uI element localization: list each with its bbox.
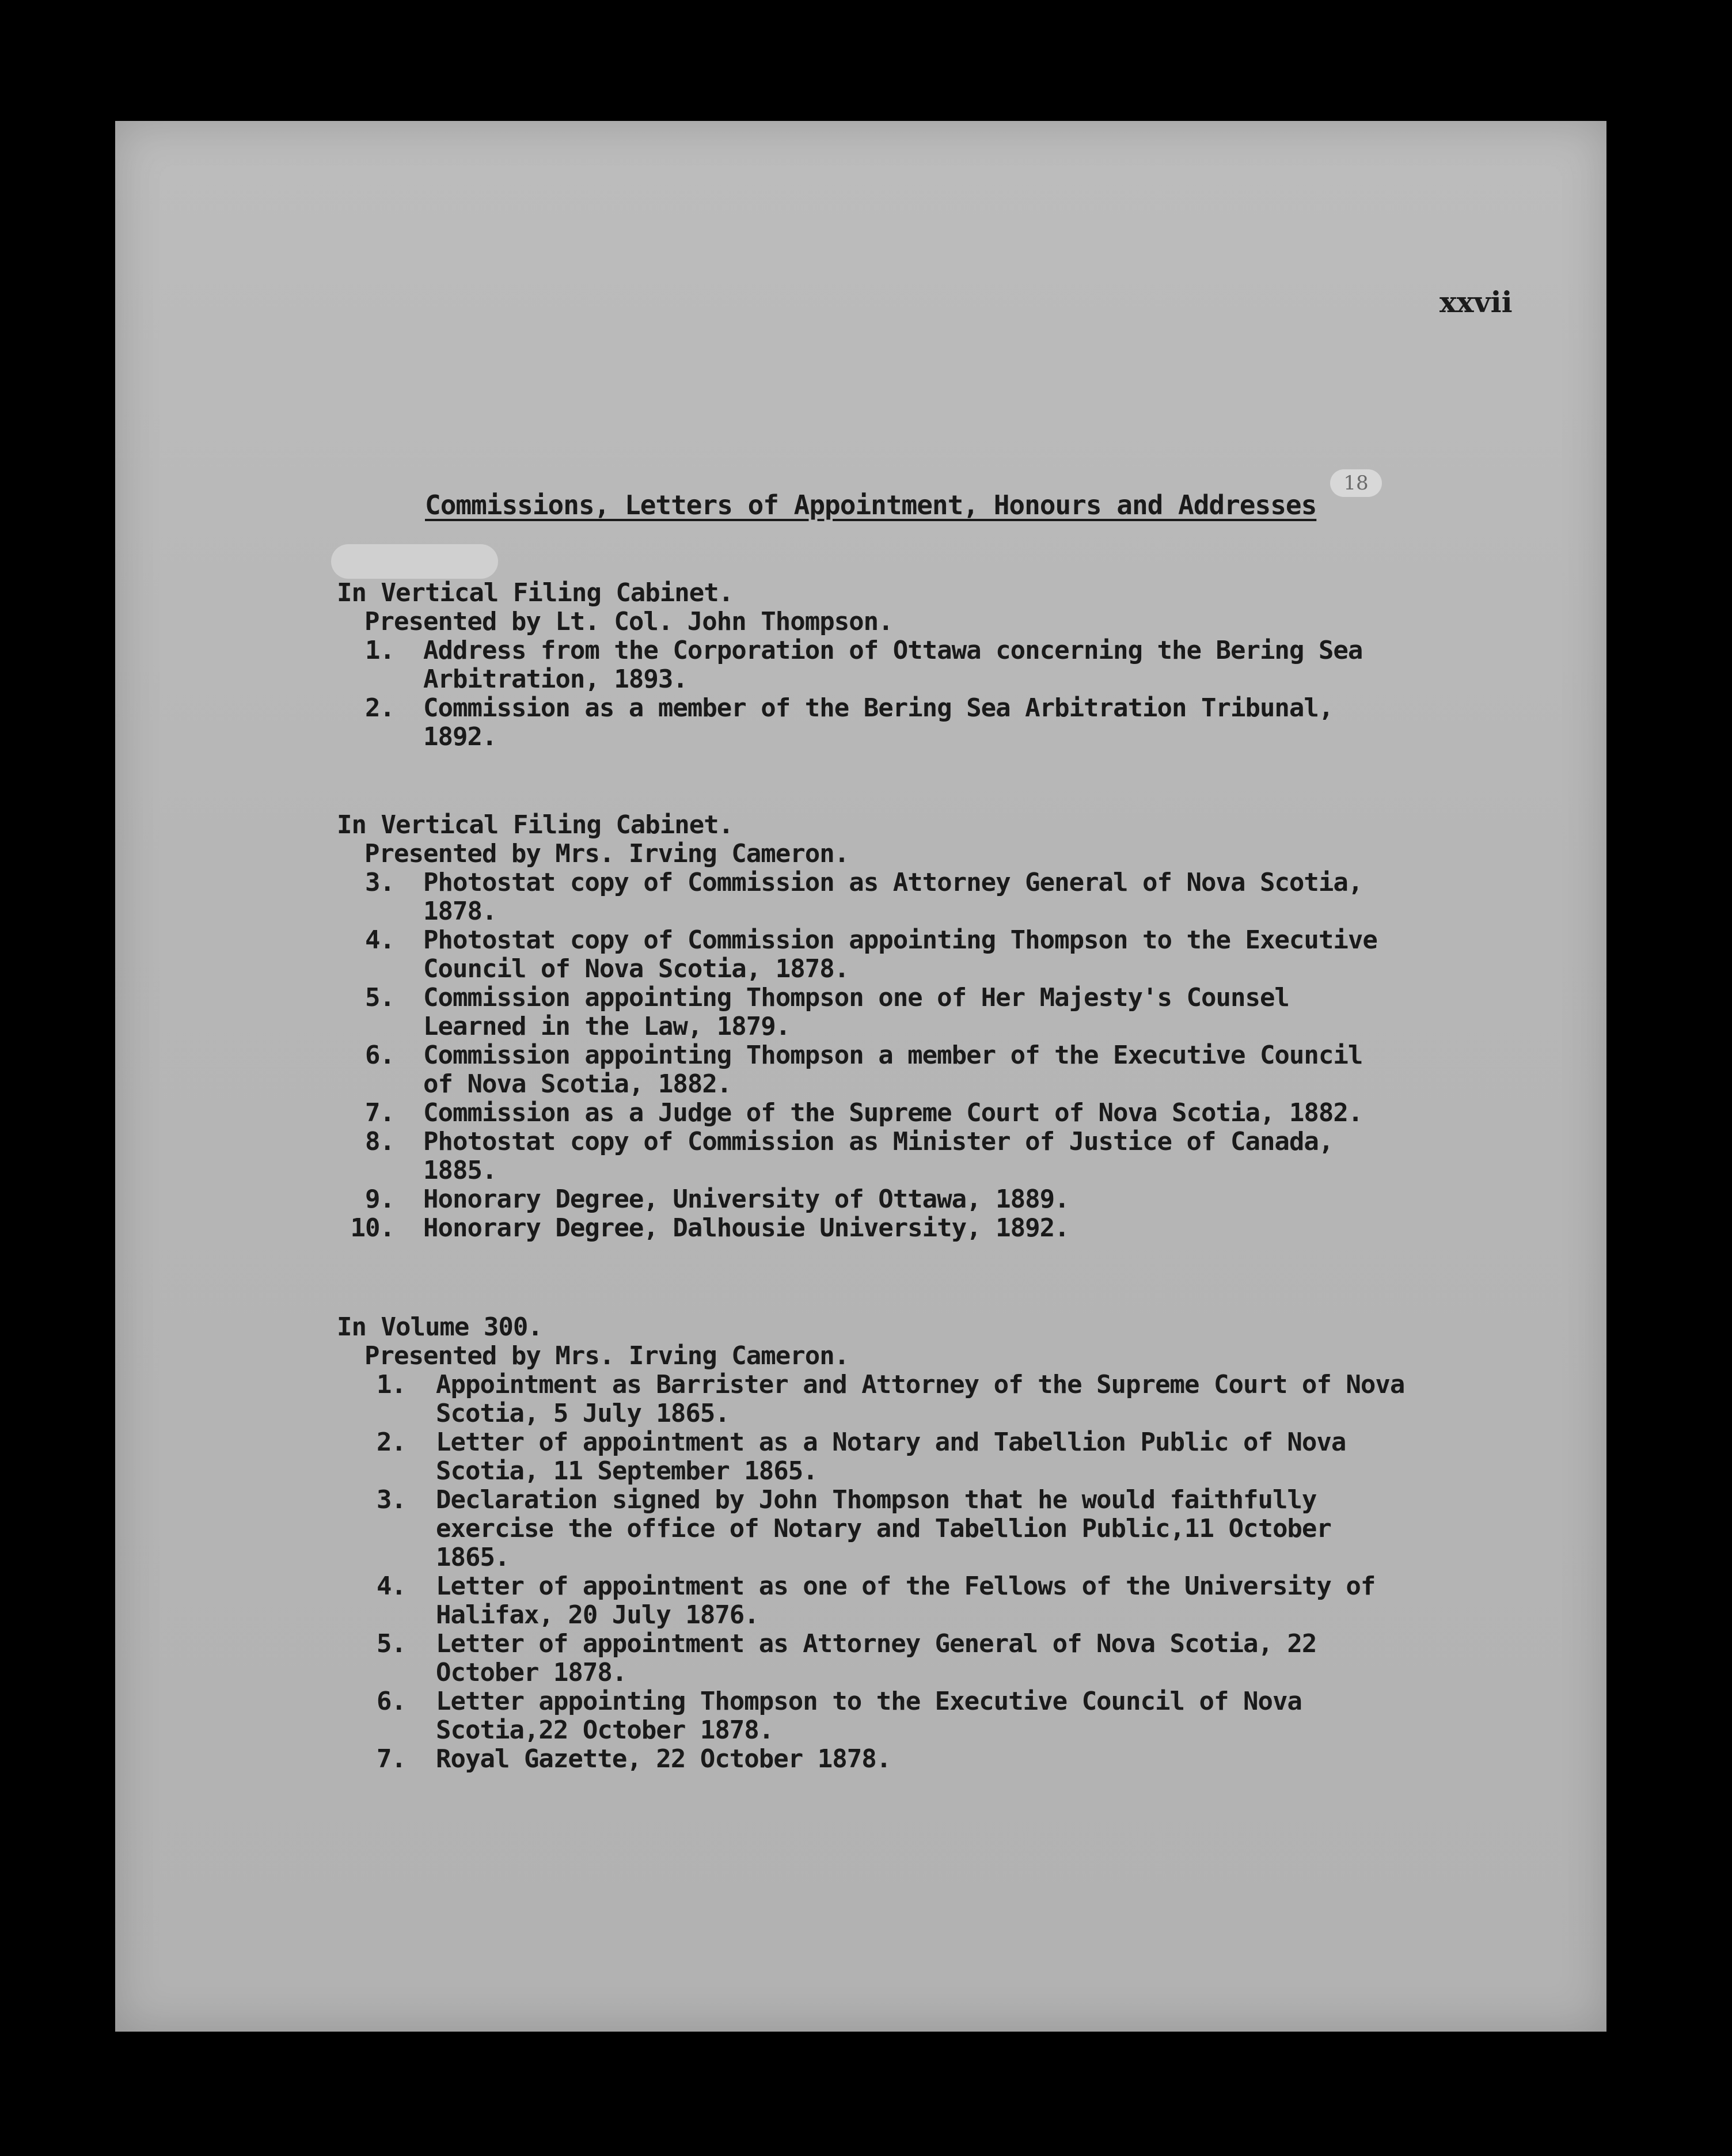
item-text: Commission as a Judge of the Supreme Court of Nova Scotia, 1882. <box>423 1098 1363 1128</box>
item-text: Declaration signed by John Thompson that he would faithfully exercise the office of Notary and Tabellion Public,11 October 1865. <box>436 1485 1331 1572</box>
item-number: 7. <box>377 1744 406 1774</box>
archive-stamp: 18 <box>1330 469 1382 497</box>
item-number: 1. <box>365 636 394 665</box>
item-text: Commission appointing Thompson a member of the Executive Council of Nova Scotia, 1882. <box>423 1041 1363 1099</box>
location-heading: In Volume 300. <box>337 1312 542 1342</box>
item-number: 3. <box>365 868 394 897</box>
list-item <box>337 984 1632 1041</box>
item-text: Commission as a member of the Bering Sea Arbitration Tribunal, 1892. <box>423 693 1334 751</box>
item-number: 3. <box>377 1485 406 1514</box>
list-item <box>337 1128 1632 1185</box>
item-text: Honorary Degree, University of Ottawa, 1889. <box>423 1185 1069 1214</box>
item-number: 7. <box>365 1098 394 1128</box>
item-number: 2. <box>365 693 394 723</box>
list-item <box>337 1572 1632 1630</box>
item-text: Address from the Corporation of Ottawa concerning the Bering Sea Arbitration, 1893. <box>423 636 1363 694</box>
location-heading: In Vertical Filing Cabinet. <box>337 578 734 608</box>
item-text: Letter appointing Thompson to the Executive Council of Nova Scotia,22 October 1878. <box>436 1687 1302 1745</box>
list-item <box>337 1630 1632 1687</box>
list-item <box>337 1687 1632 1745</box>
list-item <box>337 694 1632 751</box>
donor-line: Presented by Mrs. Irving Cameron. <box>364 1341 849 1371</box>
item-text: Letter of appointment as a Notary and Tabellion Public of Nova Scotia, 11 September 1865. <box>436 1428 1346 1486</box>
document-page <box>115 121 1606 2032</box>
list-item <box>337 1371 1632 1428</box>
item-text: Royal Gazette, 22 October 1878. <box>436 1744 891 1774</box>
list-item <box>337 1099 1632 1128</box>
list-item <box>337 636 1632 694</box>
location-heading: In Vertical Filing Cabinet. <box>337 810 734 840</box>
item-number: 2. <box>377 1428 406 1457</box>
item-number: 1. <box>377 1370 406 1399</box>
document-title: Commissions, Letters of Appointment, Honours and Addresses <box>425 489 1317 521</box>
item-text: Commission appointing Thompson one of Her Majesty's Counsel Learned in the Law, 1879. <box>423 983 1289 1041</box>
list-item <box>337 868 1632 926</box>
item-text: Photostat copy of Commission as Attorney General of Nova Scotia, 1878. <box>423 868 1363 926</box>
section-1 <box>337 579 1632 751</box>
item-text: Photostat copy of Commission as Minister of Justice of Canada, 1885. <box>423 1127 1334 1185</box>
list-item <box>337 1041 1632 1099</box>
item-text: Letter of appointment as Attorney General of Nova Scotia, 22 October 1878. <box>436 1629 1317 1687</box>
item-number: 9. <box>365 1185 394 1214</box>
page-number: xxvii <box>1439 285 1513 319</box>
item-number: 4. <box>377 1572 406 1601</box>
item-text: Letter of appointment as one of the Fellows of the University of Halifax, 20 July 1876. <box>436 1572 1376 1630</box>
donor-line: Presented by Lt. Col. John Thompson. <box>364 607 893 636</box>
item-text: Appointment as Barrister and Attorney of the Supreme Court of Nova Scotia, 5 July 1865. <box>436 1370 1405 1428</box>
paper-smudge <box>331 544 498 579</box>
list-item <box>337 1486 1632 1572</box>
donor-line: Presented by Mrs. Irving Cameron. <box>364 839 849 868</box>
section-2 <box>337 811 1632 1243</box>
section-3 <box>337 1313 1632 1774</box>
item-number: 5. <box>377 1629 406 1658</box>
item-number: 10. <box>350 1213 394 1243</box>
list-item <box>337 1745 1632 1774</box>
list-item <box>337 1185 1632 1214</box>
item-number: 4. <box>365 925 394 955</box>
item-text: Honorary Degree, Dalhousie University, 1892. <box>423 1213 1069 1243</box>
list-item <box>337 1428 1632 1486</box>
item-text: Photostat copy of Commission appointing Thompson to the Executive Council of Nova Scotia, 1878. <box>423 925 1377 984</box>
list-item <box>337 1214 1632 1243</box>
list-item <box>337 926 1632 984</box>
item-number: 5. <box>365 983 394 1012</box>
item-number: 6. <box>365 1041 394 1070</box>
item-number: 6. <box>377 1687 406 1716</box>
item-number: 8. <box>365 1127 394 1156</box>
